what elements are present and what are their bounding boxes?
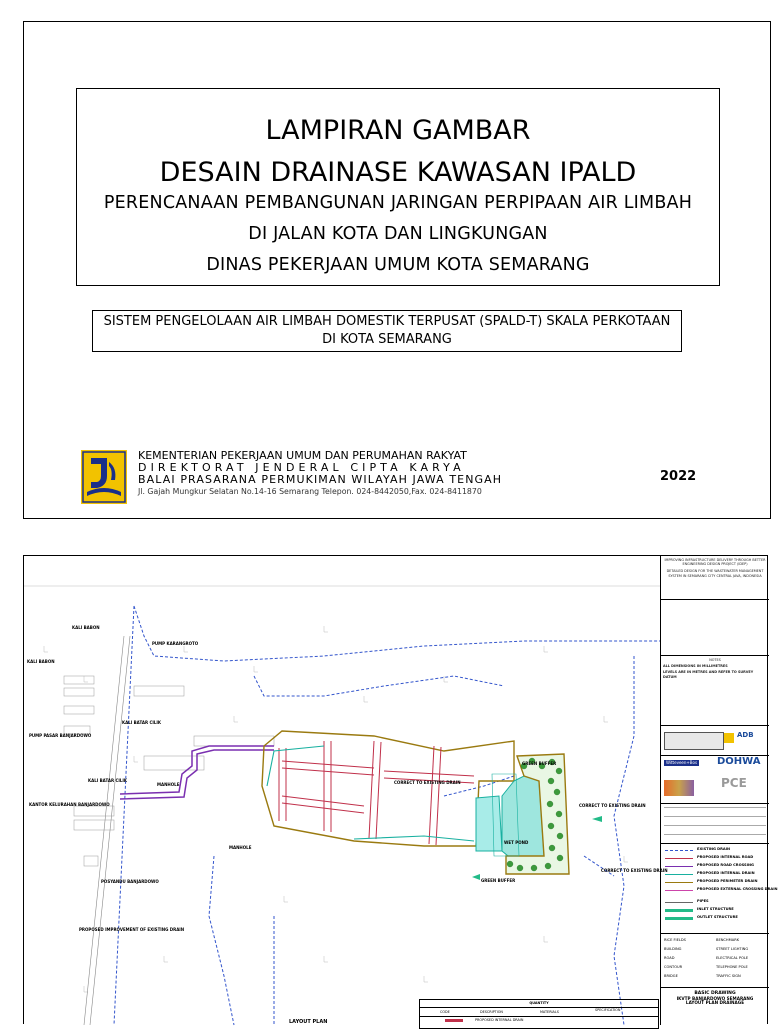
symbol-rice-fields: RICE FIELDS bbox=[664, 938, 686, 942]
legend-pipes: PIPES bbox=[697, 899, 709, 903]
tb-design-text: DETAILED DESIGN FOR THE WASTEWATER MANAGEMENT SYSTEM IN SEMARANG CITY CENTRAL JAVA, INDONESIA bbox=[666, 569, 764, 578]
tb-note-1: ALL DIMENSIONS IN MILLIMETRES bbox=[663, 664, 728, 669]
label-green-buffer-2: GREEN BUFFER bbox=[481, 878, 516, 883]
system-line-2: DI KOTA SEMARANG bbox=[322, 332, 452, 347]
symbol-street-lighting: STREET LIGHTING bbox=[716, 947, 749, 951]
ministry-name: KEMENTERIAN PEKERJAAN UMUM DAN PERUMAHAN RAKYAT bbox=[138, 449, 467, 462]
ministry-address: Jl. Gajah Mungkur Selatan No.14-16 Semarang Telepon. 024-8442050,Fax. 024-8411870 bbox=[138, 487, 482, 496]
symbol-contour: CONTOUR bbox=[664, 965, 683, 969]
tb-symbols bbox=[661, 934, 769, 988]
label-kali-babon-1: KALI BABON bbox=[72, 625, 100, 630]
legend-internal-drain: PROPOSED INTERNAL DRAIN bbox=[697, 871, 755, 875]
symbol-road: ROAD bbox=[664, 956, 675, 960]
label-green-buffer-1: GREEN BUFFER bbox=[522, 761, 557, 766]
legend-road-crossing: PROPOSED ROAD CROSSING bbox=[697, 863, 754, 867]
cover-subtitle-1: PERENCANAAN PEMBANGUNAN JARINGAN PERPIPAAN AIR LIMBAH bbox=[103, 193, 693, 213]
tb-project-text: IMPROVING INFRASTRUCTURE DELIVERY THROUGH BETTER ENGINEERING DESIGN PROJECT (IDEP) bbox=[664, 558, 766, 567]
label-pump-karangroto: PUMP KARANGROTO bbox=[152, 641, 199, 646]
tb-basic-drawing: BASIC DRAWING bbox=[694, 991, 736, 996]
legend-perimeter-drain: PROPOSED PERIMETER DRAIN bbox=[697, 879, 758, 883]
system-box bbox=[92, 310, 682, 352]
label-kali-batar-2: KALI BATAR CILIK bbox=[88, 778, 128, 783]
pce-logo: PCE bbox=[721, 776, 747, 790]
label-correct-3: CORRECT TO EXISTING DRAIN bbox=[601, 868, 668, 873]
symbol-traffic-sign: TRAFFIC SIGN bbox=[716, 974, 741, 978]
qty-col-spec: SPECIFICATION bbox=[595, 1008, 621, 1012]
title-box bbox=[76, 88, 720, 286]
cover-title-1: LAMPIRAN GAMBAR bbox=[265, 115, 531, 146]
tb-logos-1 bbox=[661, 726, 769, 756]
cover-subtitle-3: DINAS PEKERJAAN UMUM KOTA SEMARANG bbox=[206, 255, 590, 275]
cover-sheet bbox=[23, 21, 771, 519]
symbol-benchmark: BENCHMARK bbox=[716, 938, 740, 942]
tb-note-2: LEVELS ARE IN METRES AND REFER TO SURVEY DATUM bbox=[663, 670, 754, 679]
tb-logos-2 bbox=[661, 756, 769, 804]
label-kali-batar-1: KALI BATAR CILIK bbox=[122, 720, 162, 725]
symbol-building: BUILDING bbox=[664, 947, 682, 951]
layout-plan-map bbox=[24, 556, 668, 1025]
dohwa-logo: DOHWA bbox=[717, 756, 761, 767]
symbol-bridge: BRIDGE bbox=[664, 974, 678, 978]
tb-drawing-name: IKVTP BANJARDOWO SEMARANG LAYOUT PLAN DRAINAGE bbox=[676, 996, 754, 1005]
legend-external-crossing: PROPOSED EXTERNAL CROSSING DRAIN bbox=[697, 887, 778, 891]
tb-legend bbox=[661, 844, 778, 934]
title-block bbox=[660, 556, 778, 1025]
legend-existing-drain: EXISTING DRAIN bbox=[697, 847, 731, 851]
legend-internal-road: PROPOSED INTERNAL ROAD bbox=[697, 855, 754, 859]
ministry-block bbox=[81, 450, 511, 506]
symbol-telephone-pole: TELEPHONE POLE bbox=[716, 965, 748, 969]
label-kantor: KANTOR KELURAHAN BANJARDOWO bbox=[29, 802, 110, 807]
label-posyandu: POSYANDU BANJARDOWO bbox=[101, 879, 159, 884]
label-pump-pasar: PUMP PASAR BANJARDOWO bbox=[29, 733, 92, 738]
balai-name: BALAI PRASARANA PERMUKIMAN WILAYAH JAWA TENGAH bbox=[138, 473, 503, 486]
drawing-sheet bbox=[23, 555, 778, 1025]
label-kali-babon-2: KALI BABON bbox=[27, 659, 55, 664]
adb-logo: ADB bbox=[737, 731, 754, 739]
cover-title-2: DESAIN DRAINASE KAWASAN IPALD bbox=[159, 157, 637, 188]
tb-project bbox=[661, 556, 769, 600]
tb-notes bbox=[661, 656, 769, 726]
cover-subtitle-2: DI JALAN KOTA DAN LINGKUNGAN bbox=[248, 224, 548, 244]
tb-drawing-title bbox=[661, 988, 769, 1025]
legend-inlet: INLET STRUCTURE bbox=[697, 907, 734, 911]
label-proposed-improvement: PROPOSED IMPROVEMENT OF EXISTING DRAIN bbox=[79, 927, 185, 932]
witteveen-logo: Witteveen+Bos bbox=[666, 760, 698, 765]
qty-col-mat: MATERIALS bbox=[540, 1010, 559, 1014]
qty-col-desc: DESCRIPTION bbox=[480, 1010, 503, 1014]
qty-title: QUANTITY bbox=[529, 1001, 549, 1005]
legend-outlet: OUTLET STRUCTURE bbox=[697, 915, 738, 919]
qty-col-code: CODE bbox=[440, 1010, 450, 1014]
label-correct-1: CORRECT TO EXISTING DRAIN bbox=[394, 780, 461, 785]
tb-notes-title: NOTES bbox=[709, 658, 721, 662]
directorate-name: DIREKTORAT JENDERAL CIPTA KARYA bbox=[138, 461, 465, 474]
label-wet-pond: WET POND bbox=[504, 840, 529, 845]
system-line-1: SISTEM PENGELOLAAN AIR LIMBAH DOMESTIK TERPUSAT (SPALD-T) SKALA PERKOTAAN bbox=[103, 314, 671, 329]
label-correct-2: CORRECT TO EXISTING DRAIN bbox=[579, 803, 646, 808]
qty-row-1: PROPOSED INTERNAL DRAIN bbox=[475, 1018, 524, 1022]
label-manhole-2: MANHOLE bbox=[229, 845, 252, 850]
cover-year: 2022 bbox=[660, 469, 697, 484]
symbol-electrical-pole: ELECTRICAL POLE bbox=[716, 956, 749, 960]
quantity-table bbox=[419, 999, 659, 1029]
ministry-logo bbox=[81, 450, 127, 504]
label-manhole-1: MANHOLE bbox=[157, 782, 180, 787]
label-layout-plan: LAYOUT PLAN bbox=[289, 1019, 328, 1025]
